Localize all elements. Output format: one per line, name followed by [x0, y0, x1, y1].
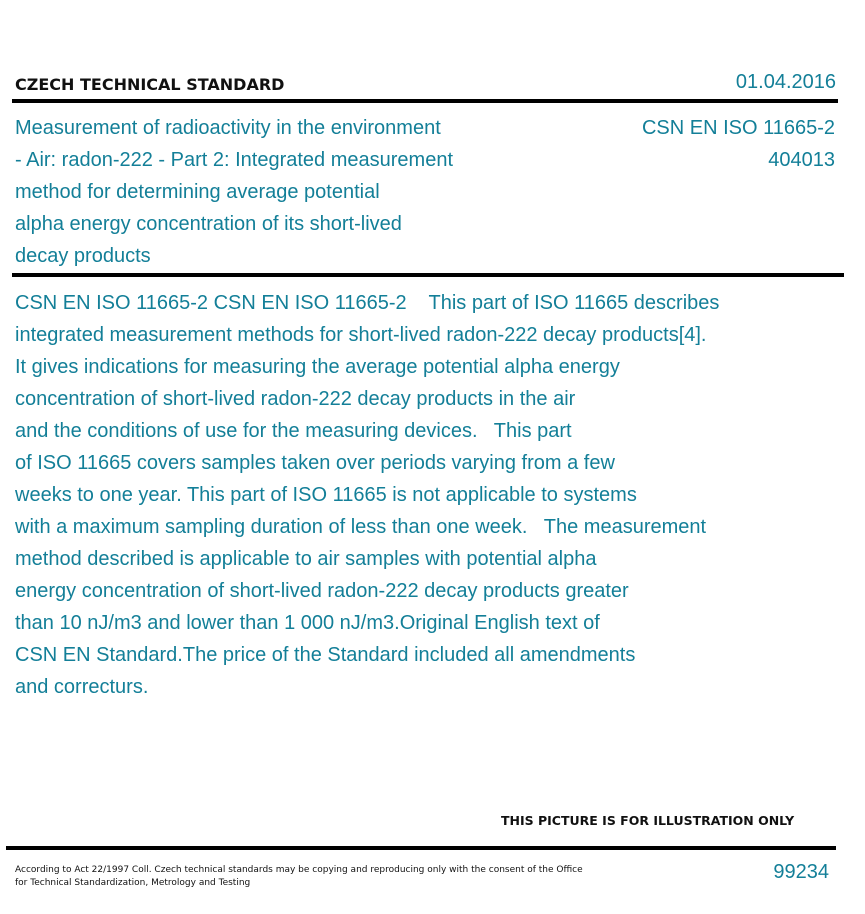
title-divider [12, 273, 844, 277]
legal-notice-line: According to Act 22/1997 Coll. Czech technical standards may be copying and reproducing only with the consent of the Office [15, 865, 583, 875]
description-line: CSN EN Standard.The price of the Standard included all amendments [15, 644, 636, 666]
description-line: of ISO 11665 covers samples taken over periods varying from a few [15, 452, 615, 474]
description-line: than 10 nJ/m3 and lower than 1 000 nJ/m3.Original English text of [15, 612, 600, 634]
standard-title-line: method for determining average potential [15, 181, 380, 203]
standard-title [15, 112, 515, 272]
description-line: with a maximum sampling duration of less than one week. The measurement [15, 516, 707, 538]
standard-title-line: Measurement of radioactivity in the environment [15, 117, 441, 139]
illustration-disclaimer: THIS PICTURE IS FOR ILLUSTRATION ONLY [501, 813, 795, 828]
standard-description [15, 287, 719, 703]
standard-code: CSN EN ISO 11665-2 [641, 117, 835, 139]
description-line: and the conditions of use for the measuring devices. This part [15, 420, 572, 442]
description-line: weeks to one year. This part of ISO 11665 is not applicable to systems [15, 484, 637, 506]
description-line: method described is applicable to air samples with potential alpha [15, 548, 597, 570]
header-divider [12, 99, 838, 103]
catalog-number: 404013 [768, 149, 835, 171]
standard-title-line: alpha energy concentration of its short-lived [15, 213, 402, 235]
standard-title-line: - Air: radon-222 - Part 2: Integrated measurement [15, 149, 453, 171]
description-line: and correcturs. [15, 676, 149, 698]
document-type-heading: CZECH TECHNICAL STANDARD [15, 75, 285, 94]
footer-number: 99234 [773, 861, 829, 883]
description-line: integrated measurement methods for short-lived radon-222 decay products[4]. [15, 324, 707, 346]
publication-date: 01.04.2016 [735, 71, 836, 93]
legal-notice-line: for Technical Standardization, Metrology and Testing [15, 877, 251, 888]
description-line: concentration of short-lived radon-222 decay products in the air [15, 388, 576, 410]
standard-identifiers [642, 112, 835, 176]
footer-divider [6, 846, 836, 850]
description-line: It gives indications for measuring the average potential alpha energy [15, 356, 620, 378]
description-line: energy concentration of short-lived radon-222 decay products greater [15, 580, 629, 602]
legal-notice [15, 864, 583, 889]
description-line: CSN EN ISO 11665-2 CSN EN ISO 11665-2 This part of ISO 11665 describes [15, 292, 720, 314]
standard-title-line: decay products [15, 245, 151, 267]
